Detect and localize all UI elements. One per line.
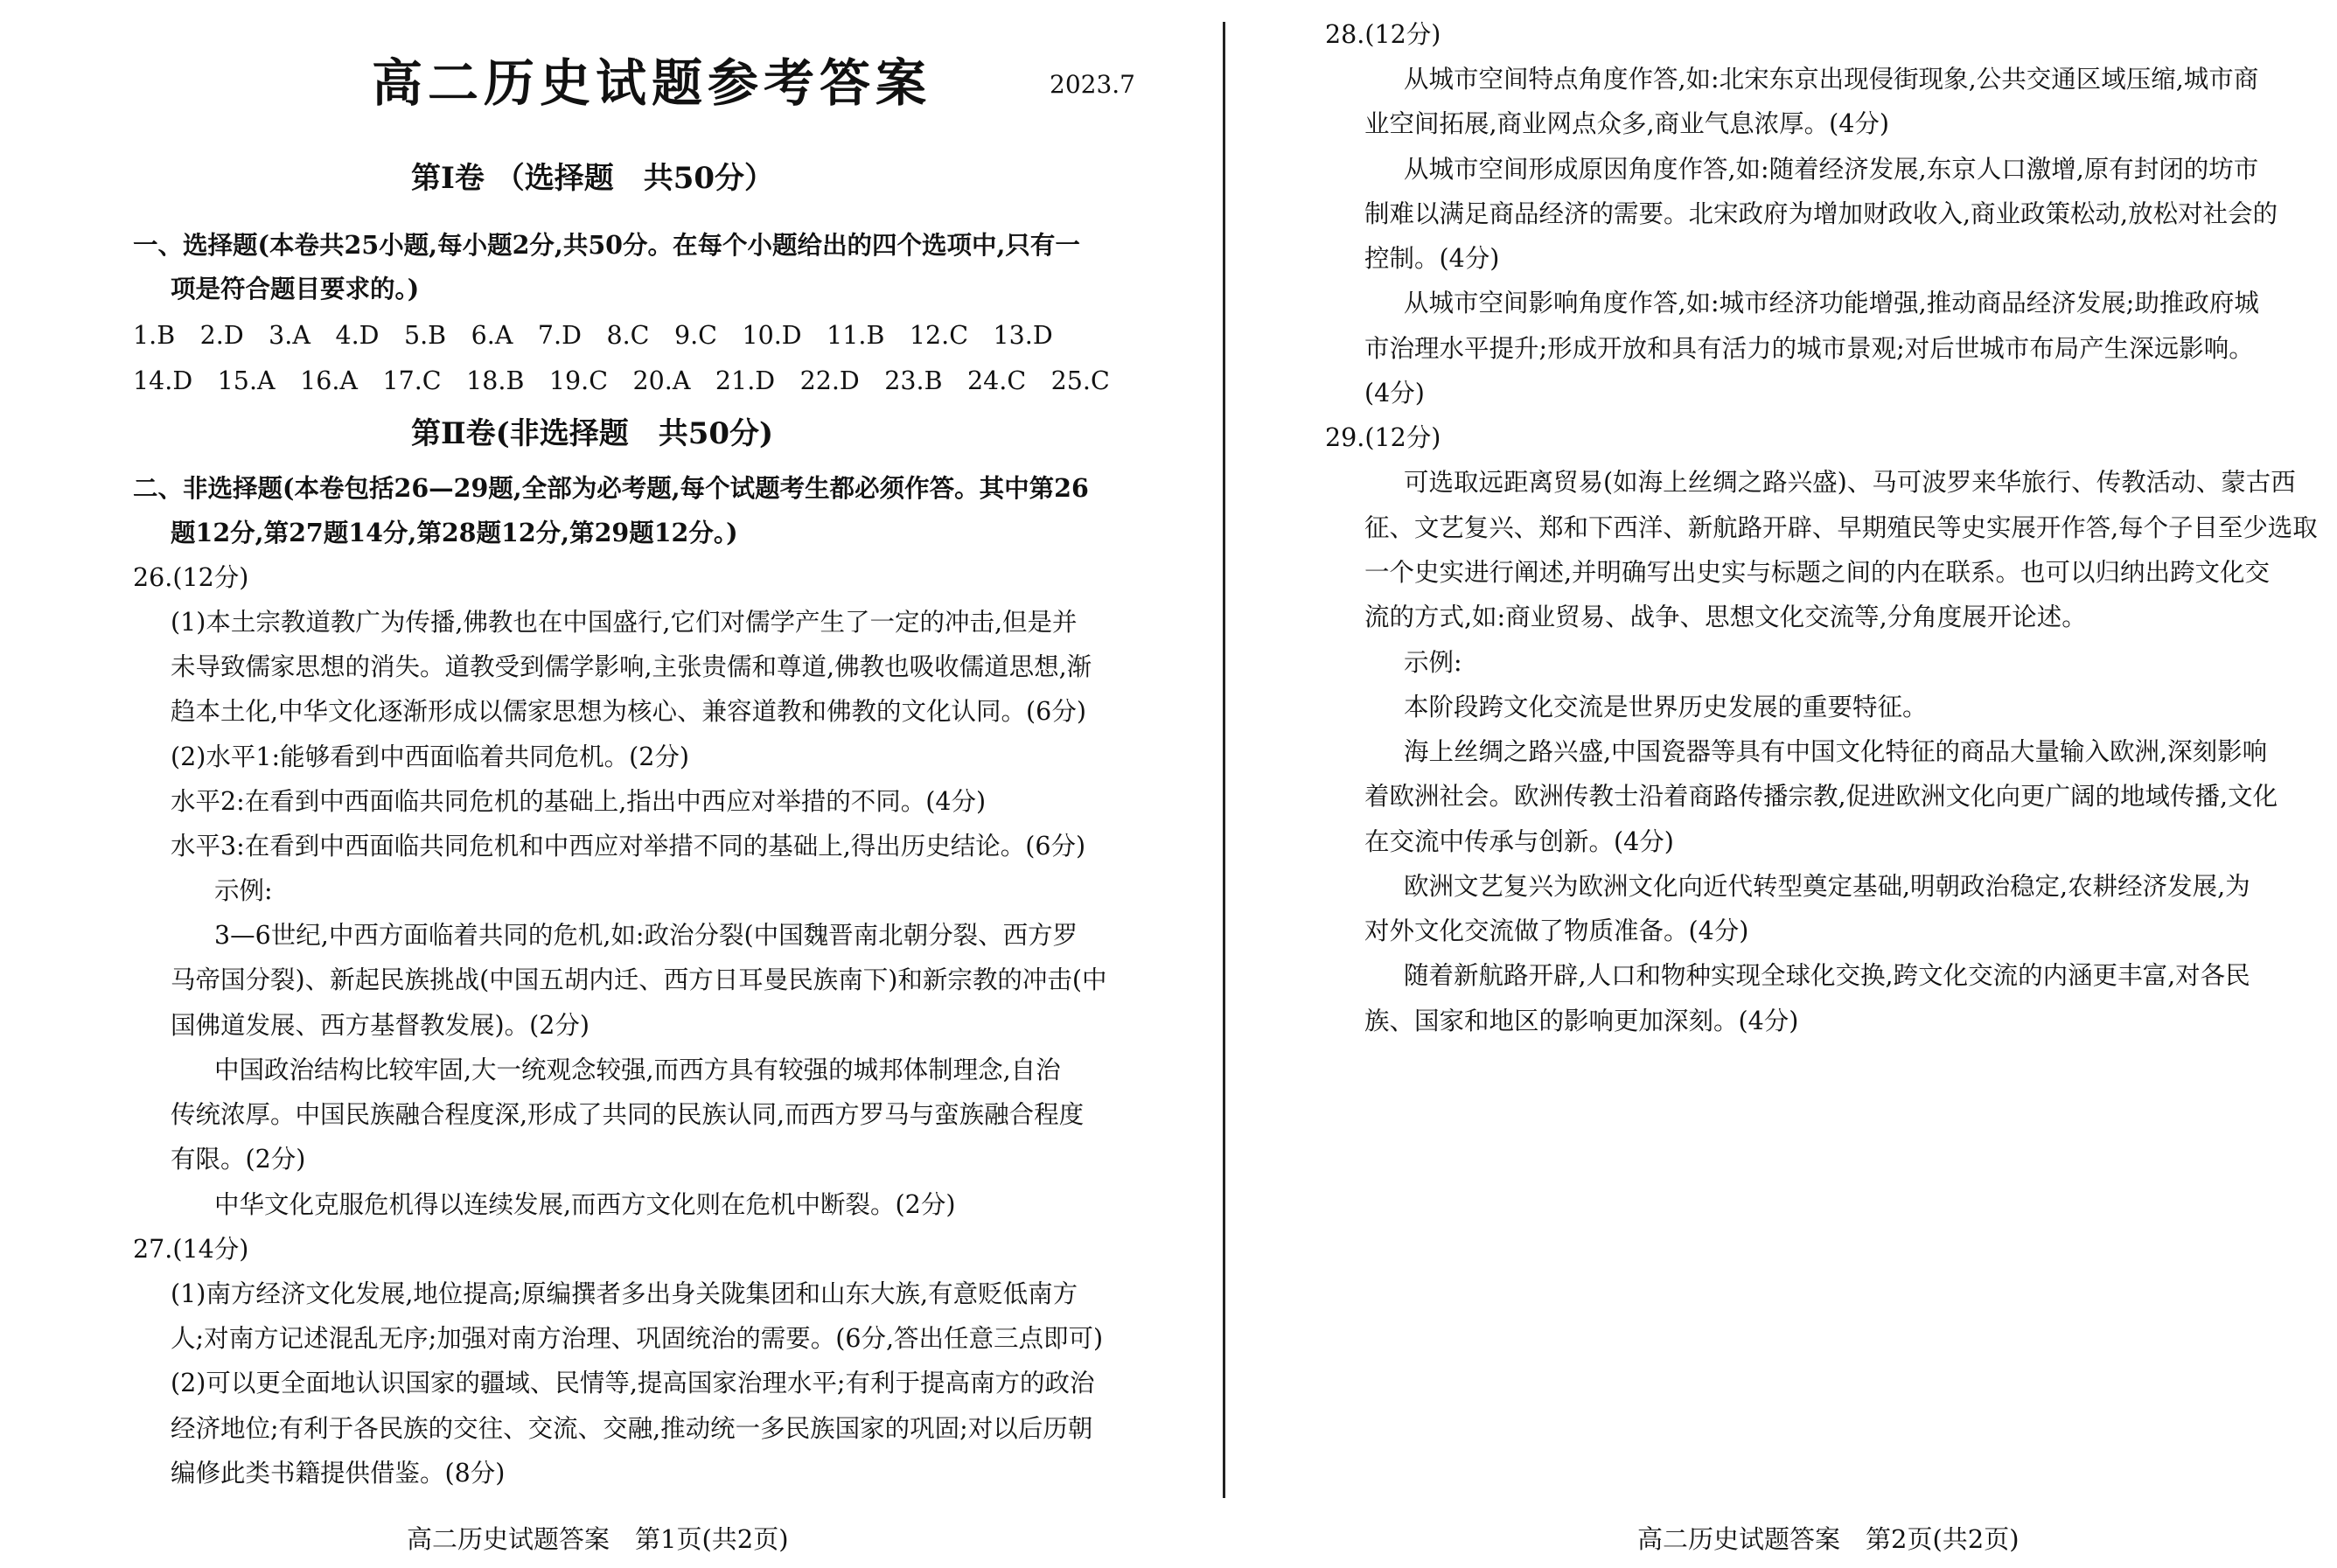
page-title: 高二历史试题参考答案 — [372, 53, 932, 113]
q28-line: 控制。(4分) — [1364, 244, 1500, 273]
question-29-heading: 29.(12分) — [1325, 423, 1441, 452]
q29-line: 示例: — [1404, 648, 1462, 677]
q28-line: 业空间拓展,商业网点众多,商业气息浓厚。(4分) — [1364, 109, 1889, 138]
q28-line: 从城市空间影响角度作答,如:城市经济功能增强,推动商品经济发展;助推政府城 — [1404, 289, 2259, 317]
volume-2-heading: 第Ⅱ卷(非选择题 共50分) — [411, 416, 774, 451]
question-28-heading: 28.(12分) — [1325, 20, 1441, 49]
section-1-intro-line: 一、选择题(本卷共25小题,每小题2分,共50分。在每个小题给出的四个选项中,只有一 — [133, 230, 1080, 260]
volume-1-heading: 第Ⅰ卷 （选择题 共50分） — [411, 161, 775, 196]
q29-line: 海上丝绸之路兴盛,中国瓷器等具有中国文化特征的商品大量输入欧洲,深刻影响 — [1404, 737, 2268, 766]
q26-line: 中国政治结构比较牢固,大一统观念较强,而西方具有较强的城邦体制理念,自治 — [214, 1056, 1061, 1084]
q28-line: (4分) — [1364, 379, 1425, 408]
answer-row: 14.D 15.A 16.A 17.C 18.B 19.C 20.A 21.D 22.D 23.B 24.C 25.C — [133, 366, 1110, 395]
q27-line: 人;对南方记述混乱无序;加强对南方治理、巩固统治的需要。(6分,答出任意三点即可) — [171, 1324, 1104, 1353]
q26-line: (1)本土宗教道教广为传播,佛教也在中国盛行,它们对儒学产生了一定的冲击,但是并 — [171, 608, 1078, 637]
q28-line: 制难以满足商品经济的需要。北宋政府为增加财政收入,商业政策松动,放松对社会的 — [1364, 199, 2278, 228]
q29-line: 随着新航路开辟,人口和物种实现全球化交换,跨文化交流的内涵更丰富,对各民 — [1404, 961, 2250, 990]
q26-line: 水平3:在看到中西面临共同危机和中西应对举措不同的基础上,得出历史结论。(6分) — [171, 832, 1086, 861]
section-1-intro-line: 项是符合题目要求的。) — [171, 274, 420, 303]
q26-line: 中华文化克服危机得以连续发展,而西方文化则在危机中断裂。(2分) — [214, 1190, 956, 1219]
q29-line: 在交流中传承与创新。(4分) — [1364, 827, 1674, 856]
page-divider — [1223, 22, 1225, 1498]
exam-date: 2023.7 — [1050, 70, 1135, 99]
section-2-intro-line: 二、非选择题(本卷包括26—29题,全部为必考题,每个试题考生都必须作答。其中第26 — [133, 473, 1089, 503]
q26-line: 有限。(2分) — [171, 1145, 306, 1174]
q27-line: (2)可以更全面地认识国家的疆域、民情等,提高国家治理水平;有利于提高南方的政治 — [171, 1369, 1095, 1397]
q26-line: 趋本土化,中华文化逐渐形成以儒家思想为核心、兼容道教和佛教的文化认同。(6分) — [171, 697, 1086, 726]
q26-line: (2)水平1:能够看到中西面临着共同危机。(2分) — [171, 742, 689, 771]
q26-line: 国佛道发展、西方基督教发展)。(2分) — [171, 1011, 589, 1040]
q29-line: 着欧洲社会。欧洲传教士沿着商路传播宗教,促进欧洲文化向更广阔的地域传播,文化 — [1364, 782, 2278, 811]
q29-line: 族、国家和地区的影响更加深刻。(4分) — [1364, 1007, 1799, 1035]
page-footer: 高二历史试题答案 第1页(共2页) — [407, 1524, 789, 1554]
q26-line: 水平2:在看到中西面临共同危机的基础上,指出中西应对举措的不同。(4分) — [171, 787, 987, 816]
answer-row: 1.B 2.D 3.A 4.D 5.B 6.A 7.D 8.C 9.C 10.D 11.B 12.C 13.D — [133, 321, 1053, 350]
q29-line: 征、文艺复兴、郑和下西洋、新航路开辟、早期殖民等史实展开作答,每个子目至少选取 — [1364, 513, 2318, 542]
q29-line: 对外文化交流做了物质准备。(4分) — [1364, 916, 1749, 945]
q29-line: 本阶段跨文化交流是世界历史发展的重要特征。 — [1404, 693, 1928, 721]
q28-line: 市治理水平提升;形成开放和具有活力的城市景观;对后世城市布局产生深远影响。 — [1364, 334, 2254, 363]
page-footer: 高二历史试题答案 第2页(共2页) — [1637, 1524, 2020, 1554]
section-2-intro-line: 题12分,第27题14分,第28题12分,第29题12分。) — [171, 518, 738, 547]
q29-line: 可选取远距离贸易(如海上丝绸之路兴盛)、马可波罗来华旅行、传教活动、蒙古西 — [1404, 468, 2296, 497]
q26-line: 示例: — [214, 876, 273, 905]
q29-line: 一个史实进行阐述,并明确写出史实与标题之间的内在联系。也可以归纳出跨文化交 — [1364, 558, 2271, 587]
question-27-heading: 27.(14分) — [133, 1235, 249, 1264]
q29-line: 流的方式,如:商业贸易、战争、思想文化交流等,分角度展开论述。 — [1364, 603, 2087, 631]
q26-line: 传统浓厚。中国民族融合程度深,形成了共同的民族认同,而西方罗马与蛮族融合程度 — [171, 1100, 1085, 1129]
q27-line: 编修此类书籍提供借鉴。(8分) — [171, 1459, 506, 1488]
q28-line: 从城市空间特点角度作答,如:北宋东京出现侵街现象,公共交通区域压缩,城市商 — [1404, 65, 2259, 94]
question-26-heading: 26.(12分) — [133, 563, 249, 592]
q26-line: 3—6世纪,中西方面临着共同的危机,如:政治分裂(中国魏晋南北朝分裂、西方罗 — [214, 921, 1078, 950]
title-row — [122, 42, 1135, 113]
q29-line: 欧洲文艺复兴为欧洲文化向近代转型奠定基础,明朝政治稳定,农耕经济发展,为 — [1404, 872, 2250, 901]
q26-line: 马帝国分裂)、新起民族挑战(中国五胡内迁、西方日耳曼民族南下)和新宗教的冲击(中 — [171, 965, 1107, 994]
q27-line: 经济地位;有利于各民族的交往、交流、交融,推动统一多民族国家的巩固;对以后历朝 — [171, 1414, 1093, 1443]
q28-line: 从城市空间形成原因角度作答,如:随着经济发展,东京人口激增,原有封闭的坊市 — [1404, 155, 2259, 184]
q27-line: (1)南方经济文化发展,地位提高;原编撰者多出身关陇集团和山东大族,有意贬低南方 — [171, 1279, 1078, 1308]
q26-line: 未导致儒家思想的消失。道教受到儒学影响,主张贵儒和尊道,佛教也吸收儒道思想,渐 — [171, 652, 1092, 681]
